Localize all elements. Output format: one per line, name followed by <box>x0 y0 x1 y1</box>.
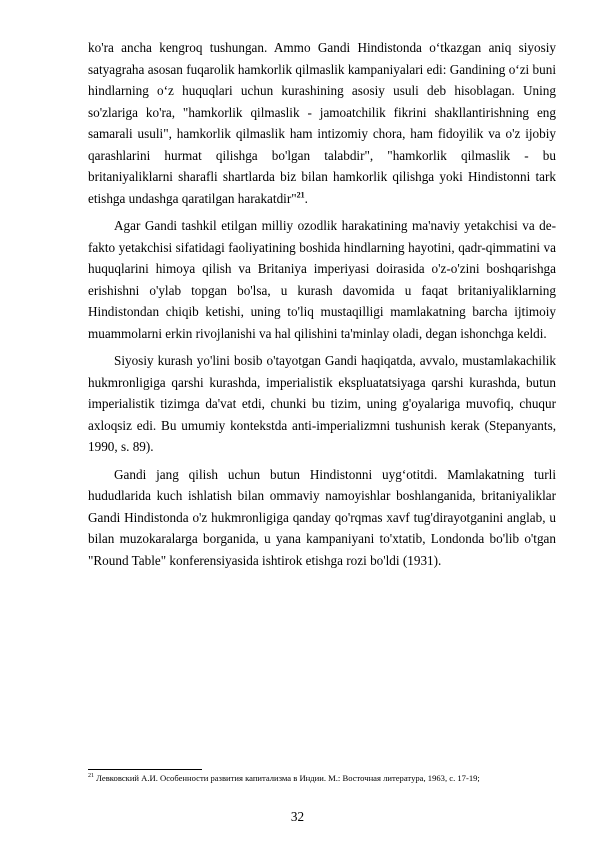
footnote <box>88 772 556 784</box>
footnote-text: Левковский А.И. Особенности развития капитализма в Индии. М.: Восточная литература, 1963, с. 17-19; <box>96 773 480 783</box>
paragraph-1-end: . <box>304 190 308 206</box>
paragraph-1 <box>88 37 556 209</box>
page-number: 32 <box>290 809 305 824</box>
paragraph-2: Agar Gandi tashkil etilgan milliy ozodlik harakatining ma'naviy yetakchisi va de-fakto yetakchisi sifatidagi faoliyatining boshida hindlarning hayotini, qadr-qimmatini va huquqlarini himoya qilish va Britaniya imperiyasi doirasida o'z-o'zini boshqarishga erishishni o'ylab topgan bo'lsa, u kurash davomida u faqat britaniyaliklarning Hindistondan chiqib ketishi, uning to'liq mustaqilligi mamlakatning barcha ijtimoiy muammolarni erkin rivojlanishi va hal qilishini ta'minlay oladi, degan ishonchga keldi. <box>88 218 556 341</box>
paragraph-4: Gandi jang qilish uchun butun Hindistonni uyg‘otitdi. Mamlakatning turli hududlarida kuch ishlatish bilan ommaviy namoyishlar boshlanganida, britaniyaliklar Gandi Hindistonda o'z hukmronligiga qanday qo'rqmas xavf tug'dirayotganini anglab, u bilan muzokaralarga borganida, u yana kampaniyani to'xtatib, Londonda bo'lib o'tgan "Round Table" konferensiyasida ishtirok etishga rozi bo'ldi (1931). <box>88 466 556 568</box>
document-body <box>88 37 556 571</box>
paragraph-1-text: ko'ra ancha kengroq tushungan. Ammo Gandi Hindistonda o‘tkazgan aniq siyosiy satyagraha asosan fuqarolik hamkorlik qilmaslik kampaniyalari edi: Gandining o‘zi buni hindlarning o‘z huquqlari uchun kurashining asosiy usuli deb hisoblagan. Uning so'zlariga ko'ra, "hamkorlik qilmaslik - jamoatchilik fikrini shakllantirishning eng samarali usuli", hamkorlik qilmaslik ham intizomiy chora, ham fidoyilik va o'z ijobiy qarashlarini hurmat qilishga bo'lgan talabdir", "hamkorlik qilmaslik - bu britaniyaliklarni sharafli shartlarda biz bilan hamkorlik qilishga yoki Hindistonni tark etishga undashga qaratilgan harakatdir" <box>88 40 556 206</box>
footnote-number: 21 <box>88 773 94 780</box>
footnote-reference[interactable]: 21 <box>296 190 305 200</box>
footnote-separator <box>88 769 202 770</box>
paragraph-3: Siyosiy kurash yo'lini bosib o'tayotgan Gandi haqiqatda, avvalo, mustamlakachilik hukmronligiga qarshi kurashda, imperialistik ekspluatatsiyaga qarshi kurashda, butun imperialistik tizimga da'vat etdi, chunki bu tizim, uning g'oyalariga muvofiq, chuqur axloqsiz edi. Bu umumiy kontekstda anti-imperializmni tushunish kerak (Stepanyants, 1990, s. 89). <box>88 353 556 454</box>
